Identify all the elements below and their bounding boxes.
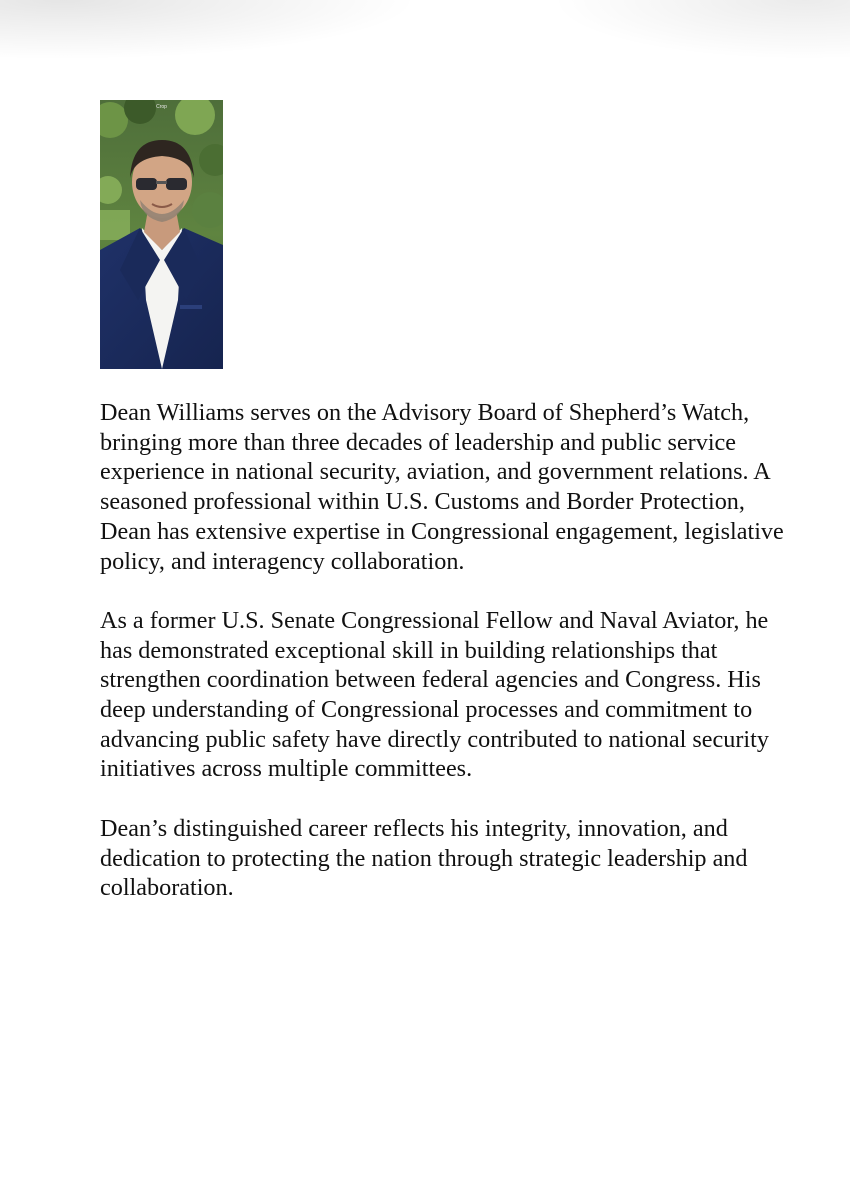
page-edge-shadow — [0, 0, 420, 60]
portrait-illustration — [100, 100, 223, 369]
bio-paragraph: Dean Williams serves on the Advisory Board of Shepherd’s Watch, bringing more than three decades of leadership and public service experience in national security, aviation, and government relations. A seasoned professional within U.S. Customs and Border Protection, Dean has extensive expertise in Congressional engagement, legislative policy, and interagency collaboration. — [100, 399, 784, 575]
portrait-photo — [100, 100, 223, 369]
bio-paragraph: Dean’s distinguished career reflects his integrity, innovation, and dedication to protecting the nation through strategic leadership and collaboration. — [100, 814, 748, 902]
photo-tag-label: Crop — [156, 104, 167, 110]
bio-paragraph: As a former U.S. Senate Congressional Fellow and Naval Aviator, he has demonstrated exceptional skill in building relationships that strengthen coordination between federal agencies and Congress. His deep understanding of Congressional processes and commitment to advancing public safety have directly contributed to national security initiatives across multiple committees. — [100, 606, 769, 783]
bio-text — [100, 398, 790, 933]
page-edge-shadow — [550, 0, 850, 60]
